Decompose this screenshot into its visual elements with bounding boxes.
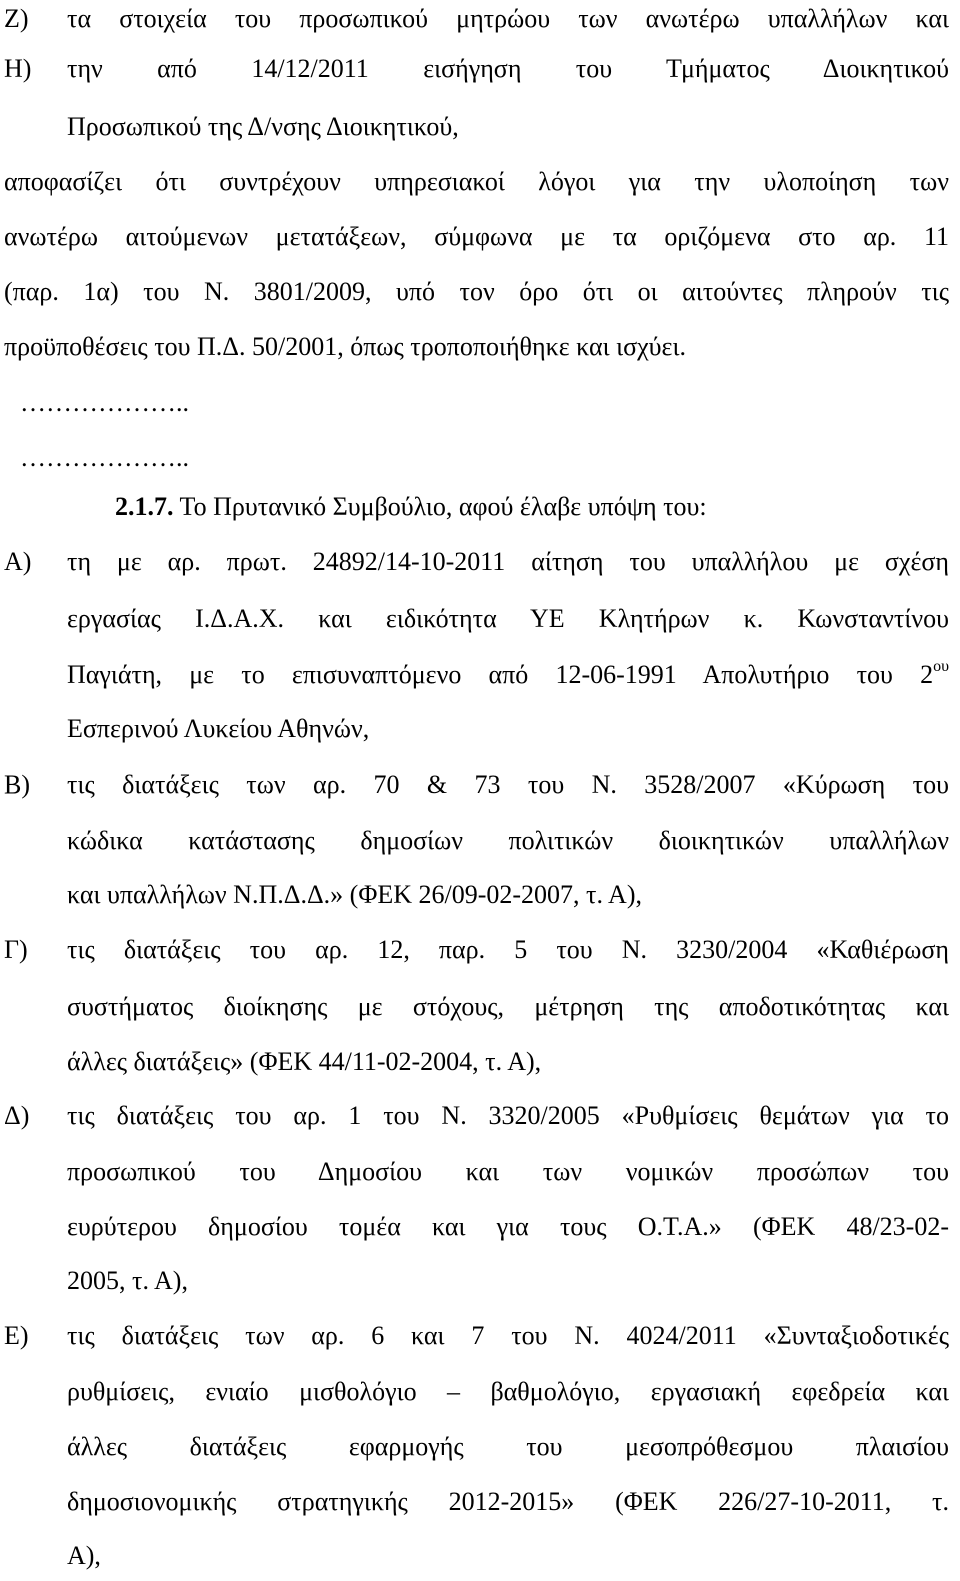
item-e-cont <box>0 1377 960 1407</box>
decision-paragraph <box>0 167 960 197</box>
item-e <box>0 1321 960 1351</box>
item-text-line: τις διατάξεις των αρ. 6 και 7 του Ν. 4024/2011 «Συνταξιοδοτικές <box>67 1321 949 1350</box>
paragraph-line: προϋποθέσεις του Π.Δ. 50/2001, όπως τροποποιήθηκε και ισχύει. <box>4 332 686 361</box>
paragraph-line: ανωτέρω αιτούμενων μετατάξεων, σύμφωνα με τα οριζόμενα στο αρ. 11 <box>4 222 949 251</box>
section-number: 2.1.7. <box>115 492 174 521</box>
item-d-cont <box>0 1212 960 1242</box>
item-text-line: δημοσιονομικής στρατηγικής 2012-2015» (ΦΕΚ 226/27-10-2011, τ. <box>67 1487 949 1516</box>
item-marker: Η) <box>4 54 32 83</box>
item-g-cont <box>0 992 960 1022</box>
paragraph-line: (παρ. 1α) του Ν. 3801/2009, υπό τον όρο ότι οι αιτούντες πληρούν τις <box>4 277 949 306</box>
item-marker: Δ) <box>4 1101 30 1130</box>
item-a-cont <box>0 604 960 634</box>
item-text-line: κώδικα κατάστασης δημοσίων πολιτικών διοικητικών υπαλλήλων <box>67 826 949 855</box>
item-text-line: ρυθμίσεις, ενιαίο μισθολόγιο – βαθμολόγιο, εργασιακή εφεδρεία και <box>67 1377 949 1406</box>
item-a-cont <box>0 660 960 690</box>
item-text-line: άλλες διατάξεις εφαρμογής του μεσοπρόθεσμου πλαισίου <box>67 1432 949 1461</box>
item-marker: Α) <box>4 547 32 576</box>
item-g <box>0 935 960 965</box>
item-marker: Β) <box>4 770 30 799</box>
item-text-line: εργασίας Ι.Δ.Α.Χ. και ειδικότητα ΥΕ Κλητήρων κ. Κωνσταντίνου <box>67 604 949 633</box>
ellipsis: ……………….. <box>20 388 189 417</box>
item-a <box>0 547 960 577</box>
item-e-cont <box>0 1432 960 1462</box>
item-b-cont <box>0 880 960 910</box>
item-d-cont <box>0 1157 960 1187</box>
item-g-cont <box>0 1047 960 1077</box>
item-text-line: ευρύτερου δημοσίου τομέα και για τους Ο.Τ.Α.» (ΦΕΚ 48/23-02- <box>67 1212 949 1241</box>
item-text-line: 2005, τ. Α), <box>67 1266 188 1295</box>
item-d <box>0 1101 960 1131</box>
item-d-cont <box>0 1266 960 1296</box>
item-e-cont <box>0 1487 960 1517</box>
item-text-line <box>67 660 949 690</box>
item-text-line: Εσπερινού Λυκείου Αθηνών, <box>67 714 370 743</box>
item-text-line: συστήματος διοίκησης με στόχους, μέτρηση της αποδοτικότητας και <box>67 992 949 1021</box>
item-text-line: Προσωπικού της Δ/νσης Διοικητικού, <box>67 112 459 141</box>
item-text-line: τις διατάξεις των αρ. 70 & 73 του Ν. 3528/2007 «Κύρωση του <box>67 770 949 799</box>
item-a-cont <box>0 714 960 744</box>
item-h-cont <box>0 112 960 142</box>
item-text-line: προσωπικού του Δημοσίου και των νομικών προσώπων του <box>67 1157 949 1186</box>
item-text-line: τις διατάξεις του αρ. 12, παρ. 5 του Ν. 3230/2004 «Καθιέρωση <box>67 935 949 964</box>
item-text-line: τα στοιχεία του προσωπικού μητρώου των ανωτέρω υπαλλήλων και <box>67 4 949 33</box>
section-title: Το Πρυτανικό Συμβούλιο, αφού έλαβε υπόψη του: <box>173 492 707 521</box>
ellipsis: ……………….. <box>20 443 189 472</box>
section-heading <box>0 492 960 522</box>
superscript: ου <box>933 660 949 675</box>
ellipsis-line <box>0 388 960 418</box>
item-b <box>0 770 960 800</box>
item-marker: Ζ) <box>4 4 29 33</box>
item-text-line: τη με αρ. πρωτ. 24892/14-10-2011 αίτηση του υπαλλήλου με σχέση <box>67 547 949 576</box>
decision-paragraph <box>0 277 960 307</box>
item-h <box>0 54 960 84</box>
item-text-line: την από 14/12/2011 εισήγηση του Τμήματος Διοικητικού <box>67 54 949 83</box>
decision-paragraph <box>0 332 960 362</box>
item-marker: Γ) <box>4 935 28 964</box>
item-text-line: και υπαλλήλων Ν.Π.Δ.Δ.» (ΦΕΚ 26/09-02-2007, τ. Α), <box>67 880 642 909</box>
ellipsis-line <box>0 443 960 473</box>
item-text-fragment: Παγιάτη, με το επισυναπτόμενο από 12-06-1991 Απολυτήριο του 2 <box>67 660 934 689</box>
item-text-line: τις διατάξεις του αρ. 1 του Ν. 3320/2005 «Ρυθμίσεις θεμάτων για το <box>67 1101 949 1130</box>
decision-paragraph <box>0 222 960 252</box>
item-z <box>0 4 960 34</box>
item-marker: Ε) <box>4 1321 29 1350</box>
item-text-line: Α), <box>67 1541 101 1570</box>
item-e-cont <box>0 1541 960 1571</box>
item-text-line: άλλες διατάξεις» (ΦΕΚ 44/11-02-2004, τ. Α), <box>67 1047 542 1076</box>
item-b-cont <box>0 826 960 856</box>
paragraph-line: αποφασίζει ότι συντρέχουν υπηρεσιακοί λόγοι για την υλοποίηση των <box>4 167 949 196</box>
